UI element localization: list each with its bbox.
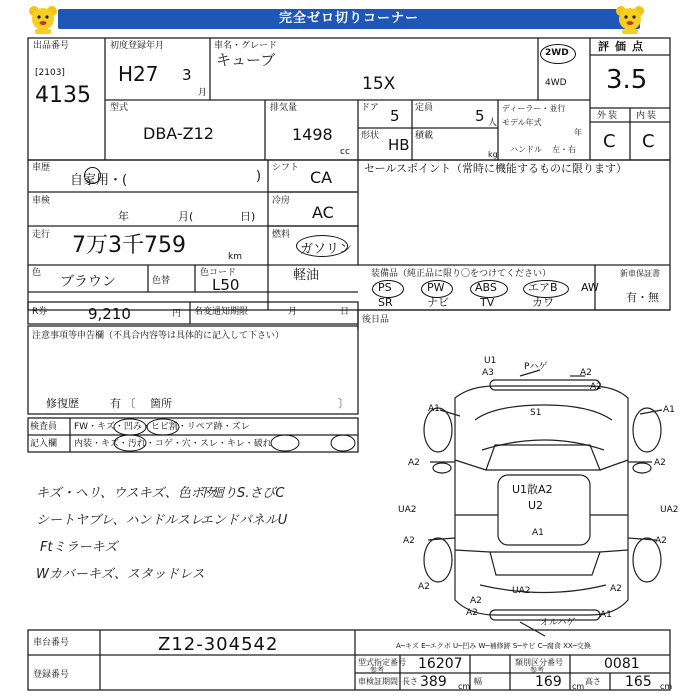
handwritten-note-6: Wカバーキズ、スタッドレス — [36, 567, 205, 582]
drive-2wd: 2WD — [545, 48, 569, 58]
diag-mark-roof: U1散A2 — [512, 483, 553, 496]
chassis-value: Z12-304542 — [158, 634, 279, 655]
shift-value: CA — [310, 168, 333, 187]
diag-mark-a2-left3: A2 — [418, 582, 430, 592]
inspection-label: 車検 — [32, 196, 51, 206]
equip-abs: ABS — [475, 281, 497, 294]
repair-value: 有 〔 — [110, 397, 136, 410]
handwritten-note-2: 下廻りS.さびC — [198, 486, 285, 501]
length-label: 長さ — [402, 677, 418, 686]
sales-point-label: セールスポイント（常時に機能するものに限ります） — [364, 162, 628, 175]
entry-label: 記入欄 — [30, 439, 58, 449]
diag-mark-a1-left: A1 — [428, 404, 440, 414]
aircon-value: AC — [312, 203, 334, 222]
reference-label-2: 参考 — [530, 666, 544, 674]
handle-options: 左・右 — [552, 145, 576, 154]
height-label: 高さ — [585, 677, 601, 686]
diag-mark-a1-rear: A1 — [600, 610, 612, 620]
equip-tv: TV — [480, 296, 495, 309]
class-label: 類別区分番号 — [515, 658, 563, 667]
interior-label: 内装 — [636, 111, 659, 121]
inspector-items: FW・キズ・凹み・ヒビ割・リペア跡・ズレ — [74, 422, 250, 432]
recycle-label: R券 — [32, 307, 48, 317]
repair-close: 〕 — [338, 397, 349, 410]
height-value: 165 — [625, 674, 652, 690]
body-shape-value: HB — [388, 136, 410, 154]
fuel-diesel: 軽油 — [293, 268, 320, 283]
chassis-label: 車台番号 — [33, 638, 70, 648]
handle-label: ハンドル — [510, 145, 542, 154]
type-designation-value: 16207 — [418, 656, 463, 672]
diag-mark-a2-left2: A2 — [403, 536, 415, 546]
warranty-label: 新車保証書 — [620, 269, 660, 278]
history-close: ) — [256, 169, 262, 184]
legend-text: A─キズ E─エクボ U─凹み W─補修跡 S─サビ C─腐食 XX─交換 — [396, 642, 591, 650]
displacement-label: 排気量 — [270, 103, 298, 113]
exterior-value: C — [603, 131, 616, 152]
registration-year: H27 — [118, 62, 159, 86]
diag-mark-a2-top: A2 — [580, 368, 592, 378]
score-label: 評価点 — [598, 40, 649, 53]
lot-prefix: [2103] — [35, 68, 65, 78]
diag-mark-a1-center: A1 — [532, 528, 544, 538]
car-name-label: 車名・グレード — [214, 41, 278, 51]
handwritten-note-3: シートヤブレ、ハンドルスレ — [36, 513, 204, 528]
diag-mark-a1-right: A1 — [663, 405, 675, 415]
score-value: 3.5 — [606, 65, 648, 95]
diag-mark-u1: U1 — [484, 356, 497, 366]
name-change-day: 日 — [340, 307, 350, 317]
color-value: ブラウン — [60, 274, 116, 290]
registration-month-unit: 月 — [198, 88, 208, 98]
diag-mark-ua2-right: UA2 — [660, 505, 679, 515]
registration-month: 3 — [182, 66, 192, 84]
rear-seat-label: 後日品 — [362, 315, 390, 325]
handwritten-note-1: キズ・ヘリ、ウスキズ、色ボケ — [36, 486, 217, 501]
history-value: 自家用・( — [70, 173, 128, 188]
diag-mark-a2-rear-left: A2 — [466, 608, 478, 618]
equipment-label: 装備品（純正品に限り〇をつけてください） — [371, 269, 552, 279]
load-label: 積載 — [415, 131, 434, 141]
capacity-value: 5 — [475, 107, 485, 125]
equip-navi: ナビ — [427, 296, 449, 309]
length-unit: cm — [458, 682, 471, 691]
load-unit: kg — [488, 150, 498, 159]
exterior-label: 外装 — [597, 111, 620, 121]
mileage-value: 7万3千759 — [72, 233, 186, 258]
capacity-unit: 人 — [488, 118, 498, 128]
cert-label: 車検証期間 — [358, 677, 398, 686]
diag-mark-u2: U2 — [528, 499, 544, 512]
name-change-label: 名変通知期限 — [194, 307, 249, 317]
repair-location: 箇所 — [150, 397, 172, 410]
doors-value: 5 — [390, 107, 400, 125]
car-name-value: キューブ — [216, 51, 276, 69]
color-code-label: 色コード — [200, 268, 237, 278]
diag-mark-a2-right: A2 — [654, 458, 666, 468]
color-label: 色 — [32, 268, 42, 278]
width-unit: cm — [572, 682, 585, 691]
inspector-label: 検査員 — [30, 422, 58, 432]
handwritten-note-5: Ftミラーキズ — [40, 540, 118, 555]
mileage-unit: km — [228, 252, 242, 262]
car-grade-value: 15X — [362, 74, 396, 94]
diag-mark-a3: A3 — [482, 368, 494, 378]
header-title: 完全ゼロ切りコーナー — [278, 11, 419, 26]
doors-label: ドア — [361, 103, 379, 113]
type-designation-label: 型式指定番号 — [358, 658, 406, 667]
warranty-value: 有・無 — [626, 291, 659, 304]
reference-label: 参考 — [370, 666, 384, 674]
interior-items: 内装・キズ・汚れ・コゲ・穴・スレ・キレ・破れ — [74, 439, 272, 449]
notes-title: 注意事項等申告欄（不具合内容等は具体的に記入して下さい） — [32, 331, 285, 341]
equip-sr: SR — [378, 296, 393, 309]
diag-mark-a2-right2: A2 — [655, 536, 667, 546]
inspection-year: 年 — [118, 210, 129, 223]
model-code: DBA-Z12 — [143, 124, 214, 143]
mileage-label: 走行 — [32, 230, 51, 240]
registration-label: 初度登録年月 — [110, 41, 165, 51]
height-unit: cm — [660, 682, 673, 691]
interior-value: C — [642, 131, 655, 152]
diag-mark-a2-right3: A2 — [610, 584, 622, 594]
shift-label: シフト — [272, 163, 300, 173]
width-value: 169 — [535, 674, 562, 690]
history-label: 車歴 — [32, 163, 51, 173]
handwritten-note-4: エンドパネルU — [200, 513, 288, 528]
displacement-unit: cc — [340, 147, 350, 157]
diag-mark-oruhage: オルハゲ — [540, 618, 576, 628]
length-value: 389 — [420, 674, 447, 690]
equip-leather: カワ — [532, 296, 554, 309]
diag-mark-a2-left: A2 — [408, 458, 420, 468]
equip-ps: PS — [378, 281, 392, 294]
equip-pw: PW — [427, 281, 445, 294]
drive-4wd: 4WD — [545, 78, 567, 88]
inspection-day: 日) — [240, 210, 256, 223]
recycle-unit: 円 — [172, 309, 182, 319]
equip-aw: AW — [581, 281, 599, 294]
recycle-value: 9,210 — [88, 305, 131, 323]
displacement-value: 1498 — [292, 125, 333, 144]
equip-airbag: エアB — [528, 281, 558, 294]
dealer-label: ディーラー・並行 — [502, 104, 566, 113]
diag-mark-ua2-rear: UA2 — [512, 586, 531, 596]
width-label: 幅 — [474, 677, 482, 686]
model-year-unit: 年 — [574, 128, 582, 137]
lot-number: 4135 — [35, 83, 91, 108]
capacity-label: 定員 — [415, 103, 434, 113]
fuel-label: 燃料 — [272, 230, 291, 240]
body-shape-label: 形状 — [361, 131, 380, 141]
class-value: 0081 — [604, 656, 640, 672]
diag-mark-a2-top2: A2 — [590, 382, 602, 392]
color-change-label: 色替 — [152, 276, 171, 286]
inspection-month: 月( — [178, 210, 194, 223]
diag-mark-a2-rear: A2 — [470, 596, 482, 606]
registration-no-label: 登録番号 — [33, 670, 70, 680]
lot-label: 出品番号 — [33, 41, 70, 51]
repair-label: 修復歴 — [46, 397, 79, 410]
diag-mark-phage: Pハゲ — [524, 362, 548, 372]
aircon-label: 冷房 — [272, 196, 291, 206]
model-label: 型式 — [110, 103, 129, 113]
diag-mark-ua2-left: UA2 — [398, 505, 417, 515]
fuel-gasoline: ガソリン — [300, 242, 353, 257]
color-code-value: L50 — [212, 276, 240, 294]
name-change-month: 月 — [288, 307, 298, 317]
model-year-label: モデル年式 — [502, 118, 542, 127]
diag-mark-s1: S1 — [530, 408, 542, 418]
